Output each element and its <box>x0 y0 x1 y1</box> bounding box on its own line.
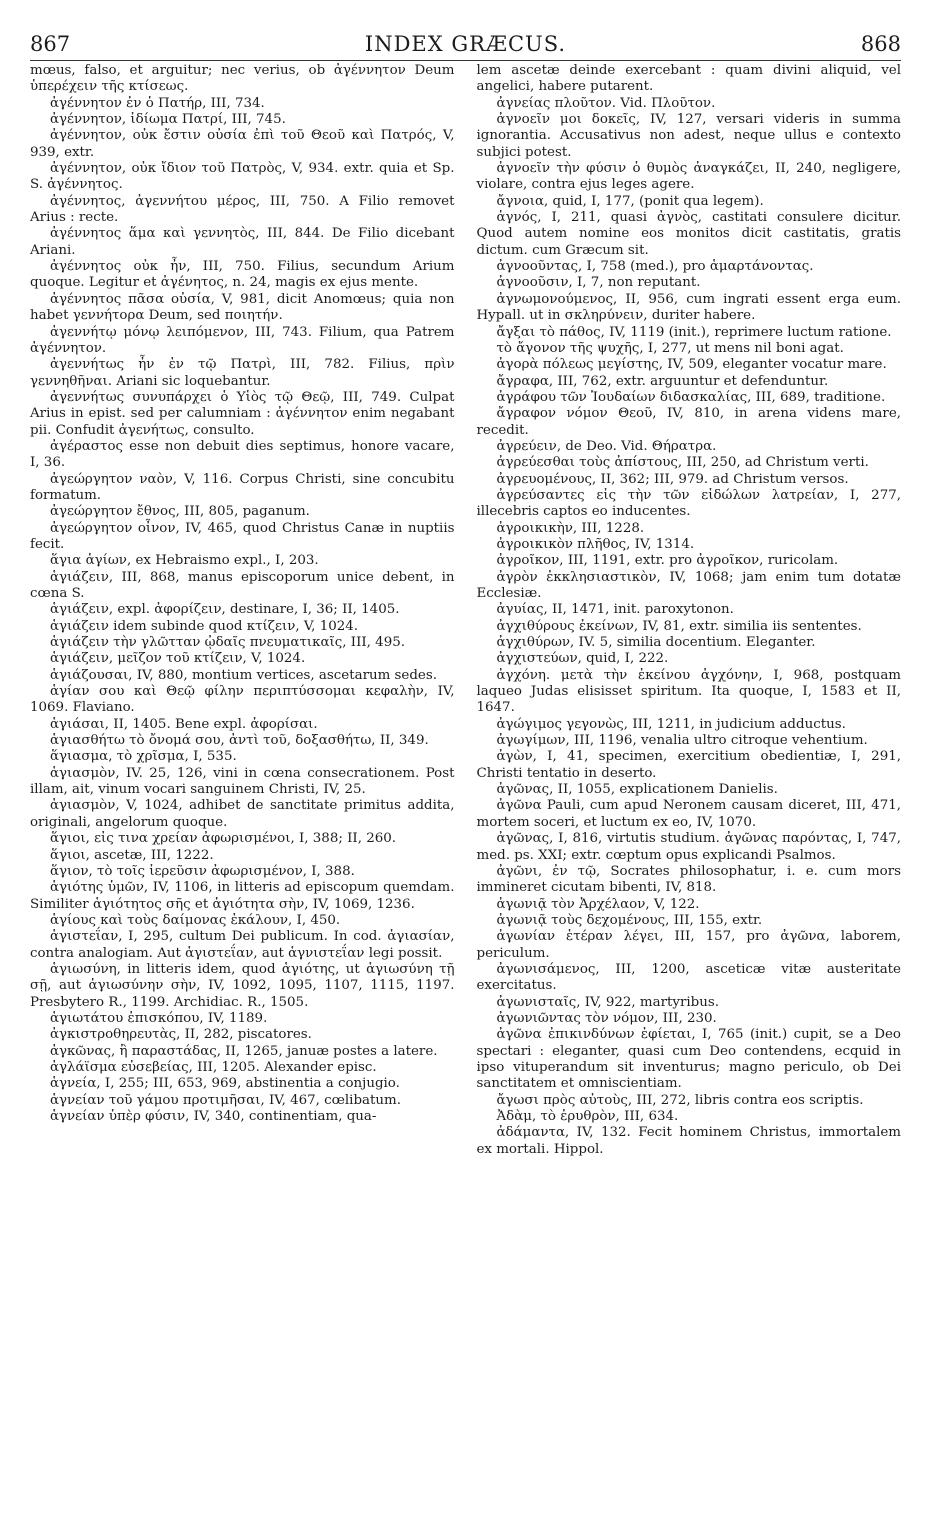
index-entry: ἀγέννητον, οὐκ ἔστιν οὐσία ἐπὶ τοῦ Θεοῦ καὶ Πατρός, V, 939, extr. <box>30 128 455 160</box>
index-entry: ἅγιον, τὸ τοῖς ἱερεῦσιν ἀφωρισμένον, I, 388. <box>50 863 355 879</box>
index-entry: ἀγράφου τῶν Ἰουδαίων διδασκαλίας, III, 689, traditione. <box>496 389 886 405</box>
index-entry: ἀγῶνας, I, 816, virtutis studium. ἀγῶνας παρόντας, I, 747, med. ps. XXI; extr. cœptum opus explicandi Psalmos. <box>476 831 901 863</box>
index-entry: ἀγὼν, I, 41, specimen, exercitium obedientiæ, I, 291, Christi tentatio in deserto. <box>476 749 901 781</box>
index-entry: lem ascetæ deinde exercebant : quam divini aliquid, vel angelici, habere putarent. <box>476 63 901 95</box>
index-entry: ἀγροῖκον, III, 1191, extr. pro ἀγροῖκον, ruricolam. <box>496 553 839 569</box>
index-entry: ἀγχιστεύων, quid, I, 222. <box>496 651 669 667</box>
index-entry: ἀγώγιμος γεγονὼς, III, 1211, in judicium adductus. <box>496 716 846 732</box>
index-entry: ἀγέννητον ἐν ὁ Πατήρ, III, 734. <box>50 95 265 111</box>
index-entry: ἀγέννητος ἅμα καὶ γεννητὸς, III, 844. De Filio dicebant Ariani. <box>30 226 455 258</box>
index-entry: ἀγέννητος οὐκ ἦν, III, 750. Filius, secundum Arium quoque. Legitur et ἀγένητος, n. 24, magis ex ejus mente. <box>30 259 455 291</box>
index-entry: ἁγιάζειν τὴν γλῶτταν ᾠδαῖς πνευματικαῖς, III, 495. <box>50 635 405 651</box>
index-entry: ἅγιασμα, τὸ χρῖσμα, I, 535. <box>50 749 237 765</box>
index-entry: ἀγνοοῦσιν, I, 7, non reputant. <box>496 275 701 291</box>
index-entry: ἀγλάϊσμα εὐσεβείας, III, 1205. Alexander episc. <box>50 1059 377 1075</box>
index-entry: ἀγρεύεσθαι τοὺς ἀπίστους, III, 250, ad Christum verti. <box>496 455 869 471</box>
index-entry: ἀγωνισταῖς, IV, 922, martyribus. <box>496 994 719 1010</box>
index-entry: ἁγνείαν ὑπὲρ φύσιν, IV, 340, continentiam, qua- <box>50 1109 377 1124</box>
index-entry: ἁγίαν σου καὶ Θεῷ φίλην περιπτύσσομαι κεφαλὴν, IV, 1069. Flaviano. <box>30 684 455 716</box>
index-entry: ἁγιστεΐαν, I, 295, cultum Dei publicum. In cod. ἁγιασίαν, contra analogiam. Aut ἁγιστεΐαν, aut ἁγνιστεΐαν legi possit. <box>30 929 455 961</box>
index-entry: ἀγνείας πλοῦτον. Vid. Πλοῦτον. <box>496 95 716 111</box>
left-column <box>30 63 455 1158</box>
index-entry: ἅγιοι, ascetæ, III, 1222. <box>50 847 214 863</box>
index-entry: ἀγκῶνας, ἢ παραστάδας, II, 1265, januæ postes a latere. <box>50 1043 438 1059</box>
index-entry: ἀγνοεῖν τὴν φύσιν ὁ θυμὸς ἀναγκάζει, II, 240, negligere, violare, contra ejus leges agere. <box>476 161 901 193</box>
index-entry: ἁγνείαν τοῦ γάμου προτιμῆσαι, IV, 467, cœlibatum. <box>50 1092 401 1108</box>
index-entry: ἀγρεύειν, de Deo. Vid. Θήρατρα. <box>496 438 717 454</box>
index-entry: ἀγρευομένους, II, 362; III, 979. ad Christum versos. <box>496 471 849 487</box>
index-entry: ἀγῶνι, ἐν τῷ, Socrates philosophatur, i. e. cum mors immineret cicutam bibenti, IV, 818. <box>476 863 901 896</box>
index-entry: ἀγεώργητον οἶνον, IV, 465, quod Christus Canæ in nuptiis fecit. <box>30 520 455 552</box>
index-entry: ἀγεώργητον ναὸν, V, 116. Corpus Christi, sine concubitu formatum. <box>30 471 455 503</box>
index-entry: ἀγρὸν ἐκκλησιαστικὸν, IV, 1068; jam enim tum dotatæ Ecclesiæ. <box>476 569 901 601</box>
index-entry: ἀγέννητος πᾶσα οὐσία, V, 981, dicit Anomœus; quia non habet γεννήτορα Deum, sed ποιητήν. <box>30 291 455 324</box>
index-entry: ἄγξαι τὸ πάθος, IV, 1119 (init.), reprimere luctum ratione. <box>496 324 892 340</box>
index-entry: ἀδάμαντα, IV, 132. Fecit hominem Christus, immortalem ex mortali. Hippol. <box>476 1125 901 1157</box>
index-entry: ἀγεννήτῳ μόνῳ λειπόμενον, III, 743. Filium, qua Patrem ἀγέννητον. <box>30 324 455 356</box>
index-entry: ἀγωγίμων, III, 1196, venalia ultro citroque vehentium. <box>496 733 868 749</box>
index-entry: ἀγρεύσαντες εἰς τὴν τῶν εἰδώλων λατρείαν, I, 277, illecebris captos eo inducentes. <box>476 487 901 520</box>
index-entry: ἀγέννητος, ἀγεννήτου μέρος, III, 750. A Filio removet Arius : recte. <box>30 193 455 226</box>
index-entry: ἀγορὰ πόλεως μεγίστης, IV, 509, eleganter vocatur mare. <box>496 357 887 373</box>
index-entry: ἄγνοια, quid, I, 177, (ponit qua legem). <box>496 193 764 209</box>
index-entry: ἀγνοοῦντας, I, 758 (med.), pro ἁμαρτάνοντας. <box>496 259 814 275</box>
index-entry: Ἀδὰμ, τὸ ἐρυθρὸν, III, 634. <box>496 1109 679 1124</box>
index-entry: ἀγροικικὸν πλῆθος, IV, 1314. <box>496 536 695 552</box>
index-entry: ἀγεννήτως ἦν ἐν τῷ Πατρὶ, III, 782. Filius, πρὶν γεννηθῆναι. Ariani sic loquebantur. <box>30 357 455 389</box>
index-entry: ἀγωνιῶντας τὸν νόμον, III, 230. <box>496 1010 717 1026</box>
index-entry: ἀγέννητον, οὐκ ἴδιον τοῦ Πατρὸς, V, 934. extr. quia et Sp. S. ἀγέννητος. <box>30 161 455 193</box>
index-entry: ἁγιασμὸν, V, 1024, adhibet de sanctitate primitus addita, originali, angelorum quoque. <box>30 798 455 830</box>
index-entry: ἄγραφον νόμον Θεοῦ, IV, 810, in arena videns mare, recedit. <box>476 406 901 438</box>
index-entry: ἀγεώργητον ἔθνος, III, 805, paganum. <box>50 504 310 520</box>
index-entry: ἀγχόνη. μετὰ τὴν ἐκείνου ἀγχόνην, I, 968, postquam laqueo Judas elisisset spiritum. Ita quoque, I, 1583 et II, 1647. <box>476 667 901 716</box>
index-entry: ἁγιάσαι, II, 1405. Bene expl. ἀφορίσαι. <box>50 716 318 732</box>
index-entry: ἁγιάζειν, μεῖζον τοῦ κτίζειν, V, 1024. <box>50 651 306 667</box>
page-title: INDEX GRÆCUS. <box>364 32 567 56</box>
index-entry: ἁγιάζουσαι, IV, 880, montium vertices, ascetarum sedes. <box>50 667 437 683</box>
index-entry: ἀγχιθύρων, IV. 5, similia docentium. Eleganter. <box>496 635 816 651</box>
index-entry: ἀγροικικὴν, III, 1228. <box>496 520 645 536</box>
index-entry: ἁγνεία, I, 255; III, 653, 969, abstinentia a conjugio. <box>50 1076 400 1092</box>
index-entry: ἀγωνισάμενος, III, 1200, asceticæ vitæ austeritate exercitatus. <box>476 961 901 994</box>
index-entry: ἀγέννητον, ἰδίωμα Πατρί, III, 745. <box>50 112 286 128</box>
index-entry: ἁγνός, I, 211, quasi ἀγνὸς, castitati consulere dicitur. Quod autem nomine eos monitos dicit castitatis, gratis dictum. cum Græcum sit. <box>476 210 901 258</box>
index-entry: ἅγια ἁγίων, ex Hebraismo expl., I, 203. <box>50 553 319 569</box>
index-entry: ἀγνωμονούμενος, II, 956, cum ingrati essent erga eum. Hypall. ut in σκληρύνειν, duriter habere. <box>476 291 901 324</box>
index-entry: ἄγωσι πρὸς αὐτοὺς, III, 272, libris contra eos scriptis. <box>496 1092 864 1108</box>
index-entry: τὸ ἄγονον τῆς ψυχῆς, I, 277, ut mens nil boni agat. <box>496 340 844 356</box>
page-number-right: 868 <box>860 32 901 56</box>
index-entry: ἀγνοεῖν μοι δοκεῖς, IV, 127, versari videris in summa ignorantia. Accusativus non adest, neque ullus e contexto subjici potest. <box>476 112 901 160</box>
index-entry: ἁγιασθήτω τὸ ὄνομά σου, ἀντὶ τοῦ, δοξασθήτω, II, 349. <box>50 733 429 749</box>
two-column-body <box>30 63 901 1158</box>
index-entry: ἀγωνίαν ἑτέραν λέγει, III, 157, pro ἀγῶνα, laborem, periculum. <box>476 929 901 961</box>
right-column <box>477 63 902 1158</box>
index-entry: ἁγίους καὶ τοὺς δαίμονας ἐκάλουν, I, 450. <box>50 912 341 928</box>
index-entry: ἄγραφα, III, 762, extr. arguuntur et defenduntur. <box>496 373 829 389</box>
index-entry: ἀγωνιᾷ τὸν Ἀρχέλαον, V, 122. <box>496 896 700 912</box>
index-entry: ἁγιάζειν, expl. ἀφορίζειν, destinare, I, 36; II, 1405. <box>50 602 400 618</box>
index-entry: ἅγιοι, εἰς τινα χρείαν ἀφωρισμένοι, I, 388; II, 260. <box>50 831 397 847</box>
page-number-left: 867 <box>30 32 71 56</box>
index-entry: ἀγῶνα ἐπικινδύνων ἐφίεται, I, 765 (init.) cupit, se a Deo spectari : eleganter, quasi cum Deo contendens, ecquid in ipso vituperandum sit inventurus; magno periculo, ob Dei sanctitatem et omniscientiam. <box>476 1027 901 1092</box>
index-entry: ἁγιωτάτου ἐπισκόπου, IV, 1189. <box>50 1010 268 1026</box>
index-entry: ἀγωνιᾷ τοὺς δεχομένους, III, 155, extr. <box>496 912 763 928</box>
index-entry: ἀγκιστροθηρευτὰς, II, 282, piscatores. <box>50 1027 312 1043</box>
index-entry: ἁγιότης ὑμῶν, IV, 1106, in litteris ad episcopum quemdam. Similiter ἁγιότητος σῆς et ἁγιότητα σὴν, IV, 1069, 1236. <box>30 880 455 912</box>
index-entry: ἀγεννήτως συνυπάρχει ὁ Υἱὸς τῷ Θεῷ, III, 749. Culpat Arius in epist. sed per calumniam : ἀγέννητον enim negabant pii. Confudit ἀγενήτως, consulto. <box>30 389 455 438</box>
index-entry: ἁγιωσύνη, in litteris idem, quod ἁγιότης, ut ἁγιωσύνη τῇ σῇ, aut ἁγιωσύνην σὴν, IV, 1092, 1095, 1107, 1115, 1197. Presbytero R., 1199. Archidiac. R., 1505. <box>30 961 455 1010</box>
index-entry: ἀγῶνας, II, 1055, explicationem Danielis. <box>496 782 778 798</box>
index-entry: ἀγυίας, II, 1471, init. paroxytonon. <box>496 602 734 618</box>
running-header <box>30 26 901 61</box>
index-entry: ἁγιάζειν idem subinde quod κτίζειν, V, 1024. <box>50 618 359 634</box>
index-entry: ἀγέραστος esse non debuit dies septimus, honore vacare, I, 36. <box>30 438 455 471</box>
index-entry: ἁγιασμὸν, IV. 25, 126, vini in cœna consecrationem. Post illam, ait, vinum vocari sanguinem Christi, IV, 25. <box>30 765 455 798</box>
index-entry: ἁγιάζειν, III, 868, manus episcoporum unice debent, in cœna S. <box>30 569 455 601</box>
index-entry: mœus, falso, et arguitur; nec verius, ob ἀγέννητον Deum ὑπερέχειν τῆς κτίσεως. <box>30 63 455 95</box>
index-entry: ἀγχιθύρους ἐκείνων, IV, 81, extr. similia iis sententes. <box>496 618 862 634</box>
index-entry: ἀγῶνα Pauli, cum apud Neronem causam diceret, III, 471, mortem soceri, et luctum ex eo, IV, 1070. <box>476 798 901 830</box>
